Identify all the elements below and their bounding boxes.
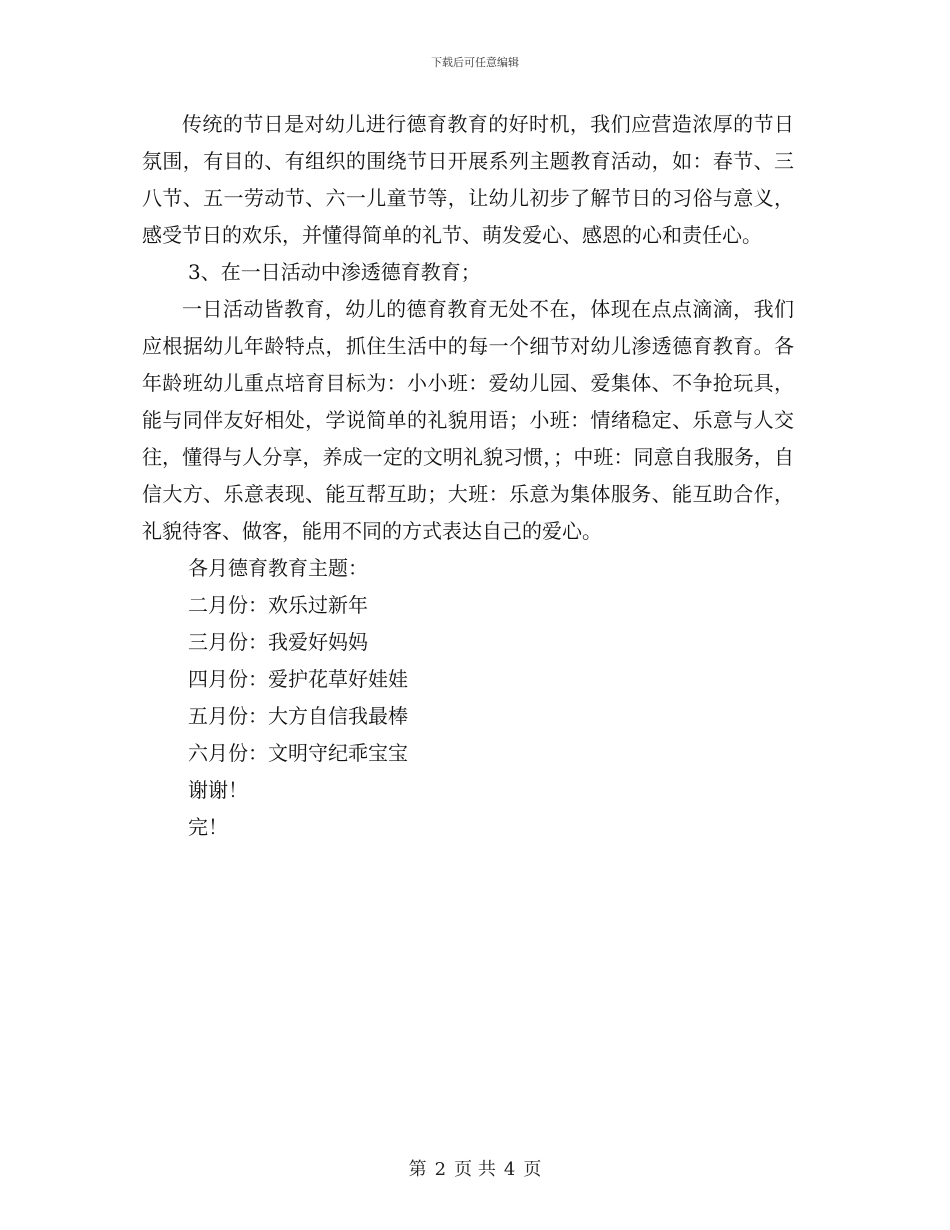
page-footer [0,1155,950,1181]
footer-page-number: 2 [434,1159,447,1180]
footer-total-pages: 4 [503,1159,516,1180]
theme-item-may: 五月份：大方自信我最棒 [188,704,408,728]
paragraph-daily-activities: 一日活动皆教育，幼儿的德育教育无处不在，体现在点点滴滴，我们应根据幼儿年龄特点，抓住生活中的每一个细节对幼儿渗透德育教育。各年龄班幼儿重点培育目标为：小小班：爱幼儿园、爱集体、不争抢玩具，能与同伴友好相处，学说简单的礼貌用语；小班：情绪稳定、乐意与人交往，懂得与人分享，养成一定的文明礼貌习惯，；中班：同意自我服务，自信大方、乐意表现、能互帮互助；大班：乐意为集体服务、能互助合作，礼貌待客、做客，能用不同的方式表达自己的爱心。 [142,297,794,543]
theme-item-june: 六月份：文明守纪乖宝宝 [188,741,408,765]
end-text: 完！ [188,815,228,839]
theme-item-march: 三月份：我爱好妈妈 [188,630,368,654]
section-heading-3: 3、在一日活动中渗透德育教育； [188,260,481,284]
thanks-text: 谢谢！ [188,778,248,802]
page-header: 下载后可任意编辑 [431,56,519,69]
footer-prefix: 第 [408,1159,427,1180]
footer-mid: 页 共 [454,1159,496,1180]
paragraph-festival-education: 传统的节日是对幼儿进行德育教育的好时机，我们应营造浓厚的节日氛围，有目的、有组织的围绕节日开展系列主题教育活动，如：春节、三八节、五一劳动节、六一儿童节等，让幼儿初步了解节日的习俗与意义，感受节日的欢乐，并懂得简单的礼节、萌发爱心、感恩的心和责任心。 [142,112,794,247]
document-body [142,106,794,846]
footer-suffix: 页 [523,1159,542,1180]
monthly-themes-title: 各月德育教育主题： [188,556,368,580]
theme-item-april: 四月份：爱护花草好娃娃 [188,667,408,691]
theme-item-february: 二月份：欢乐过新年 [188,593,368,617]
